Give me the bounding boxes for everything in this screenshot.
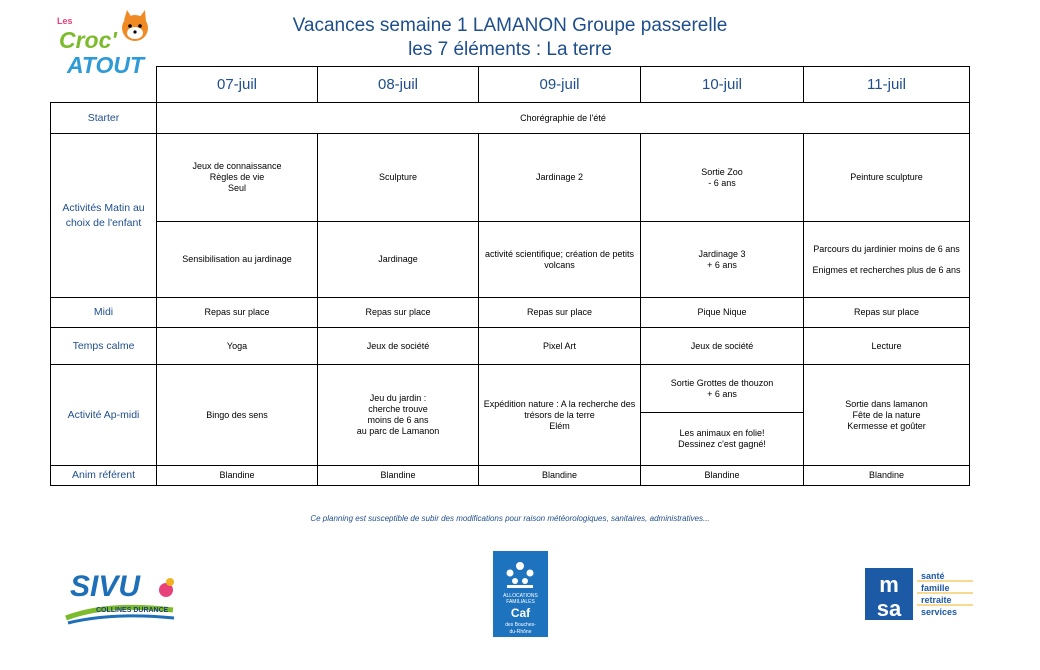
planning-table (50, 66, 970, 486)
calm-cell: Pixel Art (479, 328, 641, 365)
activity-cell: Sortie dans lamanon Fête de la nature Kermesse et goûter (804, 365, 970, 466)
corner-cell (51, 67, 157, 103)
row-label-starter: Starter (51, 103, 157, 134)
caf-logo (493, 551, 548, 637)
row-label-calme: Temps calme (51, 328, 157, 365)
title-line-2: les 7 éléments : La terre (408, 39, 612, 60)
svg-text:du-Rhône: du-Rhône (509, 629, 532, 635)
row-referent (51, 466, 970, 486)
row-matin-top (51, 134, 970, 222)
row-calme (51, 328, 970, 365)
sivu-logo (58, 560, 180, 630)
activity-cell: Sensibilisation au jardinage (157, 222, 318, 298)
calm-cell: Jeux de société (641, 328, 804, 365)
row-label-apmidi: Activité Ap-midi (51, 365, 157, 466)
starter-cell: Chorégraphie de l'été (157, 103, 970, 134)
row-matin-bottom (51, 222, 970, 298)
svg-text:Les: Les (57, 16, 73, 26)
day-header: 09-juil (479, 67, 641, 103)
meal-cell: Repas sur place (157, 298, 318, 328)
svg-text:ATOUT: ATOUT (67, 52, 145, 78)
svg-text:sa: sa (876, 596, 902, 620)
calm-cell: Lecture (804, 328, 970, 365)
referent-cell: Blandine (157, 466, 318, 486)
svg-text:m: m (879, 572, 899, 597)
activity-cell: Bingo des sens (157, 365, 318, 466)
referent-cell: Blandine (479, 466, 641, 486)
svg-text:FAMILIALES: FAMILIALES (506, 599, 535, 605)
page-title (160, 14, 860, 62)
activity-cell: Sortie Grottes de thouzon + 6 ans (641, 365, 804, 413)
day-header: 11-juil (804, 67, 970, 103)
meal-cell: Pique Nique (641, 298, 804, 328)
referent-cell: Blandine (641, 466, 804, 486)
activity-cell: activité scientifique; création de petits volcans (479, 222, 641, 298)
row-label-midi: Midi (51, 298, 157, 328)
svg-text:Caf: Caf (510, 606, 531, 620)
footer-note: Ce planning est susceptible de subir des modifications pour raison météorologiques, sanitaires, administratives... (310, 514, 710, 523)
meal-cell: Repas sur place (479, 298, 641, 328)
svg-text:ALLOCATIONS: ALLOCATIONS (503, 593, 538, 599)
row-label-matin: Activités Matin au choix de l'enfant (51, 134, 157, 298)
activity-cell: Sortie Zoo - 6 ans (641, 134, 804, 222)
title-line-1: Vacances semaine 1 LAMANON Groupe passerelle (292, 15, 728, 36)
meal-cell: Repas sur place (804, 298, 970, 328)
row-starter (51, 103, 970, 134)
msa-logo (865, 568, 975, 620)
header-row (51, 67, 970, 103)
svg-text:COLLINES DURANCE: COLLINES DURANCE (96, 607, 169, 614)
calm-cell: Yoga (157, 328, 318, 365)
referent-cell: Blandine (804, 466, 970, 486)
svg-text:Croc': Croc' (59, 27, 117, 53)
row-apmidi-top (51, 365, 970, 413)
calm-cell: Jeux de société (318, 328, 479, 365)
referent-cell: Blandine (318, 466, 479, 486)
activity-cell: Peinture sculpture (804, 134, 970, 222)
activity-cell: Jardinage (318, 222, 479, 298)
svg-text:retraite: retraite (921, 595, 952, 605)
row-midi (51, 298, 970, 328)
activity-cell: Sculpture (318, 134, 479, 222)
activity-cell: Expédition nature : A la recherche des trésors de la terre Elém (479, 365, 641, 466)
svg-text:famille: famille (921, 583, 950, 593)
svg-text:santé: santé (921, 571, 945, 581)
activity-cell: Jeu du jardin : cherche trouve moins de 6 ans au parc de Lamanon (318, 365, 479, 466)
activity-cell: Parcours du jardinier moins de 6 ans Enigmes et recherches plus de 6 ans (804, 222, 970, 298)
row-label-referent: Anim référent (51, 466, 157, 486)
day-header: 10-juil (641, 67, 804, 103)
svg-text:des Bouches-: des Bouches- (505, 622, 536, 628)
svg-text:services: services (921, 607, 958, 617)
day-header: 07-juil (157, 67, 318, 103)
activity-cell: Les animaux en folie! Dessinez c'est gagné! (641, 413, 804, 466)
svg-text:SIVU: SIVU (70, 570, 141, 603)
activity-cell: Jardinage 2 (479, 134, 641, 222)
activity-cell: Jardinage 3 + 6 ans (641, 222, 804, 298)
meal-cell: Repas sur place (318, 298, 479, 328)
day-header: 08-juil (318, 67, 479, 103)
activity-cell: Jeux de connaissance Règles de vie Seul (157, 134, 318, 222)
